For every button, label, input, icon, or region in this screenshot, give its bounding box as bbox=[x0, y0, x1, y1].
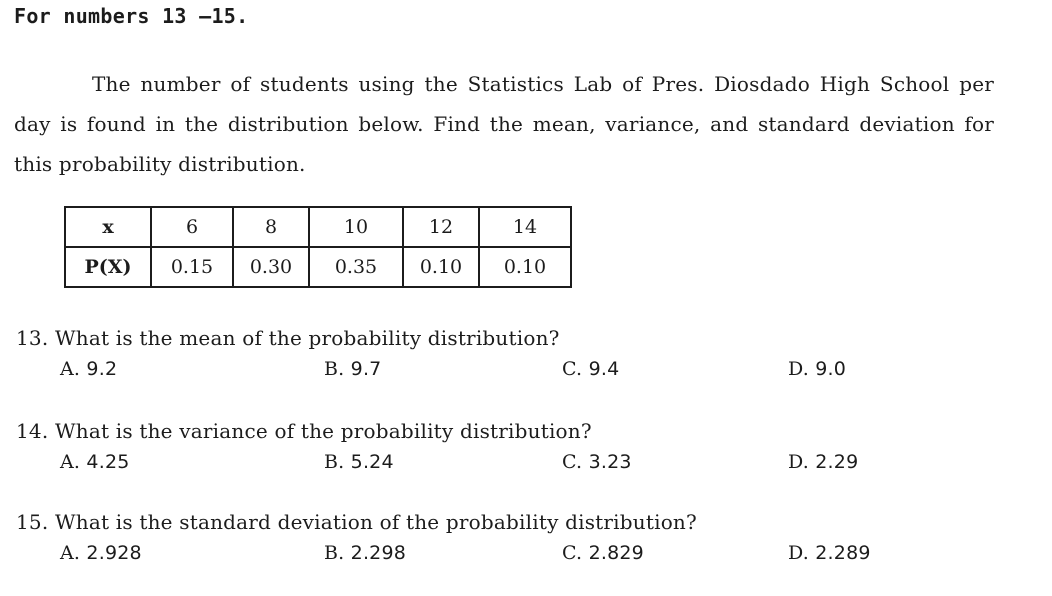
probability-cell: 0.10 bbox=[479, 247, 571, 287]
choice-letter: C. bbox=[562, 358, 583, 380]
probability-cell: 0.15 bbox=[151, 247, 233, 287]
choice-c[interactable] bbox=[562, 542, 644, 564]
problem-intro: The number of students using the Statistics Lab of Pres. Diosdado High School per day is found in the distribution below. Find the mean, variance, and standard deviation for this probability distribution. bbox=[14, 72, 994, 176]
probability-row bbox=[65, 247, 571, 287]
x-value-cell: 8 bbox=[233, 207, 309, 247]
probability-distribution-table bbox=[64, 206, 572, 288]
choice-value: 2.29 bbox=[815, 451, 859, 473]
x-value-cell: 12 bbox=[403, 207, 479, 247]
question-prompt: What is the standard deviation of the probability distribution? bbox=[54, 510, 697, 534]
x-row bbox=[65, 207, 571, 247]
question-number: 14. bbox=[16, 419, 49, 443]
choice-value: 2.298 bbox=[350, 542, 407, 564]
question-number: 13. bbox=[16, 326, 49, 350]
choice-letter: A. bbox=[60, 542, 81, 564]
x-value-cell: 6 bbox=[151, 207, 233, 247]
choice-a[interactable] bbox=[60, 358, 117, 380]
probability-cell: 0.10 bbox=[403, 247, 479, 287]
question-prompt: What is the variance of the probability distribution? bbox=[54, 419, 592, 443]
choice-b[interactable] bbox=[324, 358, 381, 380]
choice-value: 9.4 bbox=[588, 358, 620, 380]
x-value-cell: 10 bbox=[309, 207, 403, 247]
question-text bbox=[16, 510, 697, 534]
choice-c[interactable] bbox=[562, 451, 632, 473]
choice-value: 2.829 bbox=[588, 542, 644, 564]
question-number: 15. bbox=[16, 510, 49, 534]
question-15 bbox=[16, 510, 871, 572]
choice-value: 9.7 bbox=[350, 358, 382, 380]
question-text bbox=[16, 326, 560, 350]
question-13 bbox=[16, 326, 847, 388]
probability-cell: 0.35 bbox=[309, 247, 403, 287]
x-value-cell: 14 bbox=[479, 207, 571, 247]
question-text bbox=[16, 419, 592, 443]
choice-a[interactable] bbox=[60, 451, 130, 473]
px-header-cell: P(X) bbox=[65, 247, 151, 287]
x-header-cell: x bbox=[65, 207, 151, 247]
choice-b[interactable] bbox=[324, 451, 394, 473]
choice-value: 2.928 bbox=[86, 542, 142, 564]
section-heading: For numbers 13 –15. bbox=[14, 4, 249, 28]
choice-letter: D. bbox=[788, 542, 809, 564]
choice-d[interactable] bbox=[788, 451, 858, 473]
choice-value: 9.0 bbox=[815, 358, 847, 380]
probability-cell: 0.30 bbox=[233, 247, 309, 287]
question-14 bbox=[16, 419, 859, 481]
choice-d[interactable] bbox=[788, 542, 871, 564]
choice-value: 9.2 bbox=[86, 358, 118, 380]
choice-value: 4.25 bbox=[86, 451, 130, 473]
choice-letter: D. bbox=[788, 358, 809, 380]
choice-b[interactable] bbox=[324, 542, 406, 564]
choice-letter: D. bbox=[788, 451, 809, 473]
choice-c[interactable] bbox=[562, 358, 619, 380]
choice-value: 5.24 bbox=[350, 451, 394, 473]
choice-d[interactable] bbox=[788, 358, 846, 380]
answer-choices bbox=[16, 542, 871, 572]
choice-a[interactable] bbox=[60, 542, 142, 564]
choice-letter: B. bbox=[324, 542, 345, 564]
choice-letter: A. bbox=[60, 358, 81, 380]
choice-letter: C. bbox=[562, 542, 583, 564]
question-prompt: What is the mean of the probability distribution? bbox=[54, 326, 560, 350]
answer-choices bbox=[16, 358, 847, 388]
answer-choices bbox=[16, 451, 859, 481]
choice-letter: A. bbox=[60, 451, 81, 473]
choice-letter: B. bbox=[324, 358, 345, 380]
choice-letter: B. bbox=[324, 451, 345, 473]
choice-value: 3.23 bbox=[588, 451, 632, 473]
choice-value: 2.289 bbox=[815, 542, 871, 564]
choice-letter: C. bbox=[562, 451, 583, 473]
